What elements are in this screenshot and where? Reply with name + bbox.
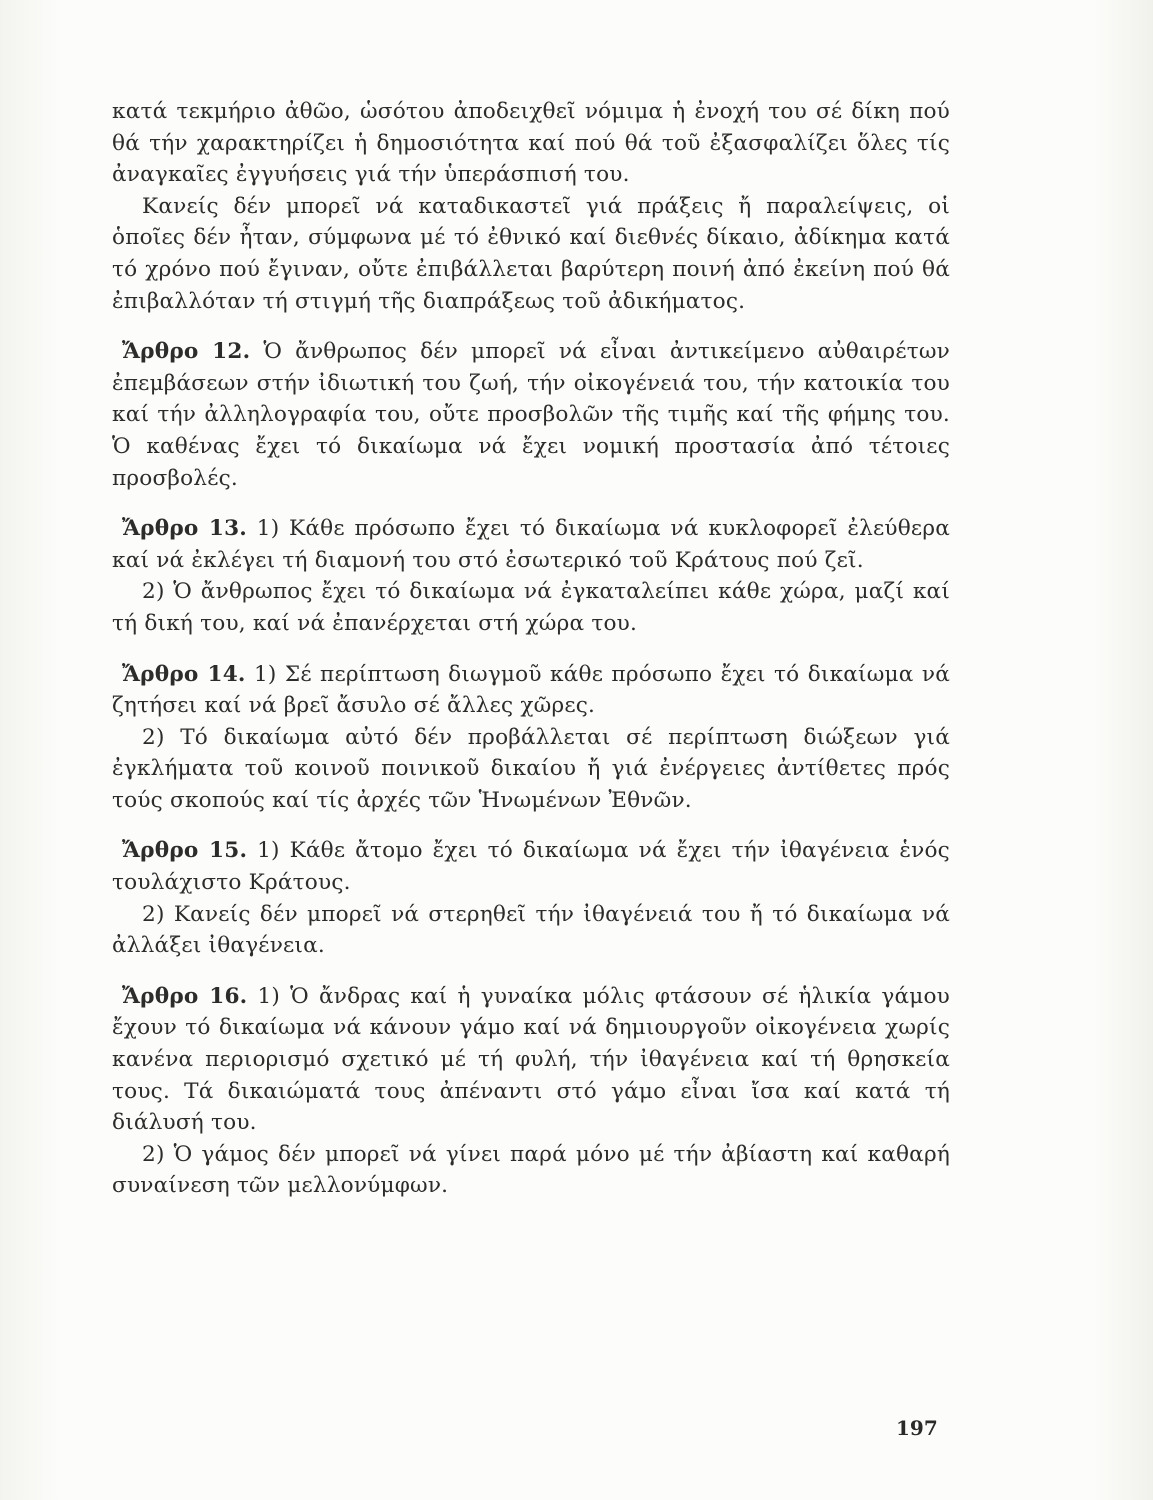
article-13-clause-2: 2) Ὁ ἄνθρωπος ἔχει τό δικαίωμα νά ἐγκαταλείπει κάθε χώρα, μαζί καί τή δική του, καί νά ἐπανέρχεται στή χώρα του. xyxy=(112,579,950,636)
article-14-label: Ἄρθρο 14. xyxy=(122,661,246,687)
paragraph-no-retroactive-penalty: Κανείς δέν μπορεῖ νά καταδικαστεῖ γιά πράξεις ἤ παραλείψεις, οἱ ὁποῖες δέν ἦταν, σύμφωνα μέ τό ἐθνικό καί διεθνές δίκαιο, ἀδίκημα κατά τό χρόνο πού ἔγιναν, οὔτε ἐπιβάλλεται βαρύτερη ποινή ἀπό ἐκείνη πού θά ἐπιβαλλόταν τή στιγμή τῆς διαπράξεως τοῦ ἀδικήματος. xyxy=(112,193,950,314)
article-15 xyxy=(112,835,950,898)
page-number: 197 xyxy=(896,1416,938,1440)
article-13 xyxy=(112,513,950,576)
article-12-label: Ἄρθρο 12. xyxy=(122,339,251,365)
article-14-clause-2: 2) Τό δικαίωμα αὐτό δέν προβάλλεται σέ περίπτωση διώξεων γιά ἐγκλήματα τοῦ κοινοῦ ποινικοῦ δικαίου ἤ γιά ἐνέργειες ἀντίθετες πρός τούς σκοπούς καί τίς ἀρχές τῶν Ἡνωμένων Ἐθνῶν. xyxy=(112,724,950,813)
article-12 xyxy=(112,336,950,494)
article-16-clause-2: 2) Ὁ γάμος δέν μπορεῖ νά γίνει παρά μόνο μέ τήν ἀβίαστη καί καθαρή συναίνεση τῶν μελλονύμφων. xyxy=(112,1141,950,1199)
article-15-clause-2: 2) Κανείς δέν μπορεῖ νά στερηθεῖ τήν ἰθαγένειά του ἤ τό δικαίωμα νά ἀλλάξει ἰθαγένεια. xyxy=(112,901,950,959)
article-13-text: 1) Κάθε πρόσωπο ἔχει τό δικαίωμα νά κυκλοφορεῖ ἐλεύθερα καί νά ἐκλέγει τή διαμονή του στό ἐσωτερικό τοῦ Κράτους πού ζεῖ. xyxy=(112,516,950,573)
article-12-text: Ὁ ἄνθρωπος δέν μπορεῖ νά εἶναι ἀντικείμενο αὐθαιρέτων ἐπεμβάσεων στήν ἰδιωτική του ζωή, τήν οἰκογένειά του, τήν κατοικία του καί τήν ἀλληλογραφία του, οὔτε προσβολῶν τῆς τιμῆς καί τῆς φήμης του. Ὁ καθένας ἔχει τό δικαίωμα νά ἔχει νομική προστασία ἀπό τέτοιες προσβολές. xyxy=(112,339,950,491)
article-13-label: Ἄρθρο 13. xyxy=(122,516,248,542)
article-14 xyxy=(112,659,950,722)
article-15-text: 1) Κάθε ἄτομο ἔχει τό δικαίωμα νά ἔχει τήν ἰθαγένεια ἑνός τουλάχιστο Κράτους. xyxy=(112,838,950,896)
article-16-text: 1) Ὁ ἄνδρας καί ἡ γυναίκα μόλις φτάσουν σέ ἡλικία γάμου ἔχουν τό δικαίωμα νά κάνουν γάμο καί νά δημιουργοῦν οἰκογένεια χωρίς κανένα περιορισμό σχετικό μέ τή φυλή, τήν ἰθαγένεια καί τή θρησκεία τους. Τά δικαιώματά τους ἀπέναντι στό γάμο εἶναι ἴσα καί κατά τή διάλυσή του. xyxy=(112,983,950,1136)
article-16 xyxy=(112,981,950,1139)
article-14-text: 1) Σέ περίπτωση διωγμοῦ κάθε πρόσωπο ἔχει τό δικαίωμα νά ζητήσει καί νά βρεῖ ἄσυλο σέ ἄλλες χῶρες. xyxy=(112,661,950,719)
article-16-label: Ἄρθρο 16. xyxy=(122,983,248,1009)
body-text xyxy=(112,96,950,1202)
article-15-label: Ἄρθρο 15. xyxy=(122,838,248,864)
paragraph-continuation: κατά τεκμήριο ἀθῶο, ὡσότου ἀποδειχθεῖ νόμιμα ἡ ἐνοχή του σέ δίκη πού θά τήν χαρακτηρίζει ἡ δημοσιότητα καί πού θά τοῦ ἐξασφαλίζει ὅλες τίς ἀναγκαῖες ἐγγυήσεις γιά τήν ὑπεράσπισή του. xyxy=(112,99,950,188)
